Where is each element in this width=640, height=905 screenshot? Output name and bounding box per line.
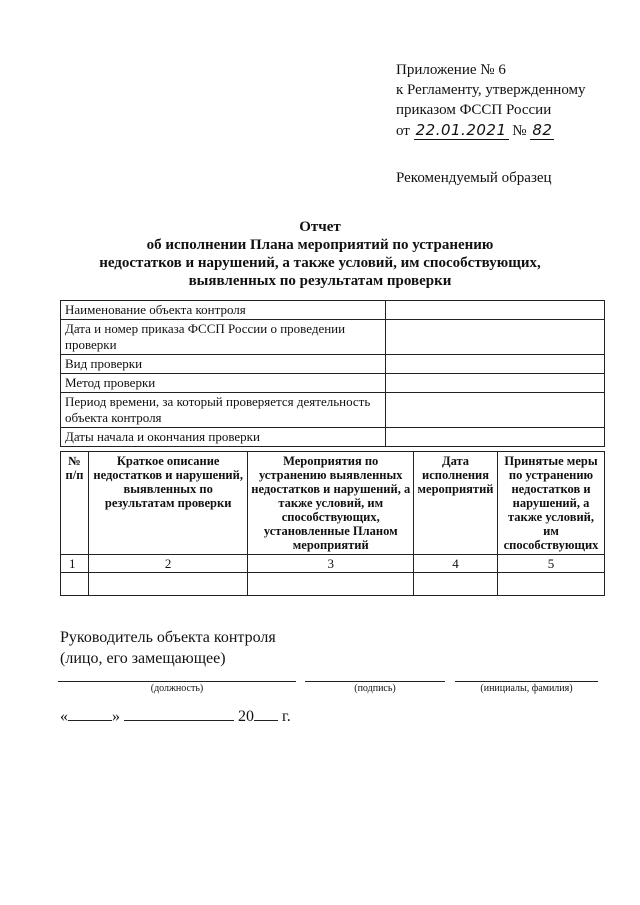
order-prefix: от	[396, 123, 410, 139]
column-numbers-row	[61, 555, 605, 573]
col-number: 5	[498, 555, 605, 573]
col-number: 2	[88, 555, 248, 573]
date-close-quote: »	[112, 708, 120, 725]
sample-label: Рекомендуемый образец	[396, 170, 552, 186]
year-suffix: г.	[282, 708, 291, 725]
year-blank	[254, 706, 278, 721]
position-line	[58, 681, 296, 682]
appendix-number: Приложение № 6	[396, 62, 506, 78]
empty-cell	[88, 573, 248, 596]
info-label: Вид проверки	[61, 355, 386, 374]
appendix-block	[396, 60, 586, 141]
appendix-order: приказом ФССП России	[396, 102, 552, 118]
col-header-measures: Мероприятия по устранению выявленных недостатков и нарушений, а также условий, им способствующих, установленные Планом мероприятий	[248, 452, 414, 555]
info-label: Дата и номер приказа ФССП России о проведении проверки	[61, 320, 386, 355]
year-prefix: 20	[238, 708, 254, 725]
info-value	[386, 355, 605, 374]
table-row	[61, 355, 605, 374]
empty-cell	[248, 573, 414, 596]
table-row	[61, 301, 605, 320]
table-row	[61, 573, 605, 596]
info-label: Даты начала и окончания проверки	[61, 428, 386, 447]
signature-line	[305, 681, 445, 682]
empty-cell	[414, 573, 498, 596]
table-row	[61, 428, 605, 447]
name-caption: (инициалы, фамилия)	[480, 683, 573, 694]
empty-cell	[61, 573, 89, 596]
date-open-quote: «	[60, 708, 68, 725]
table-row	[61, 374, 605, 393]
order-number: 82	[532, 121, 553, 139]
col-number: 3	[248, 555, 414, 573]
report-title	[60, 218, 580, 290]
title-line-3: недостатков и нарушений, а также условий, им способствующих,	[99, 255, 541, 271]
signatory-title: Руководитель объекта контроля	[60, 629, 276, 646]
info-value	[386, 393, 605, 428]
signatory-label	[60, 627, 276, 669]
title-line-4: выявленных по результатам проверки	[188, 273, 452, 289]
col-header-date: Дата исполнения мероприятий	[414, 452, 498, 555]
appendix-regulation: к Регламенту, утвержденному	[396, 82, 586, 98]
info-value	[386, 301, 605, 320]
col-header-taken-measures: Принятые меры по устранению недостатков и нарушений, а также условий, им способствующих	[498, 452, 605, 555]
info-label: Наименование объекта контроля	[61, 301, 386, 320]
measures-table	[60, 451, 605, 596]
col-header-number: № п/п	[61, 452, 89, 555]
order-date: 22.01.2021	[415, 121, 507, 139]
info-label: Метод проверки	[61, 374, 386, 393]
table-header-row	[61, 452, 605, 555]
empty-cell	[498, 573, 605, 596]
date-field	[60, 706, 291, 726]
table-row	[61, 320, 605, 355]
order-number-label: №	[512, 123, 527, 139]
signatory-substitute: (лицо, его замещающее)	[60, 650, 226, 667]
col-header-description: Краткое описание недостатков и нарушений, выявленных по результатам проверки	[88, 452, 248, 555]
name-line	[455, 681, 598, 682]
title-line-1: Отчет	[299, 219, 341, 235]
inspection-info-table	[60, 300, 605, 447]
appendix-order-details	[396, 120, 586, 141]
col-number: 1	[61, 555, 89, 573]
col-number: 4	[414, 555, 498, 573]
table-row	[61, 393, 605, 428]
info-label: Период времени, за который проверяется деятельность объекта контроля	[61, 393, 386, 428]
month-blank	[124, 706, 234, 721]
day-blank	[68, 706, 112, 721]
signature-caption: (подпись)	[354, 683, 396, 694]
info-value	[386, 428, 605, 447]
title-line-2: об исполнении Плана мероприятий по устранению	[146, 237, 494, 253]
info-value	[386, 320, 605, 355]
info-value	[386, 374, 605, 393]
position-caption: (должность)	[150, 683, 204, 694]
